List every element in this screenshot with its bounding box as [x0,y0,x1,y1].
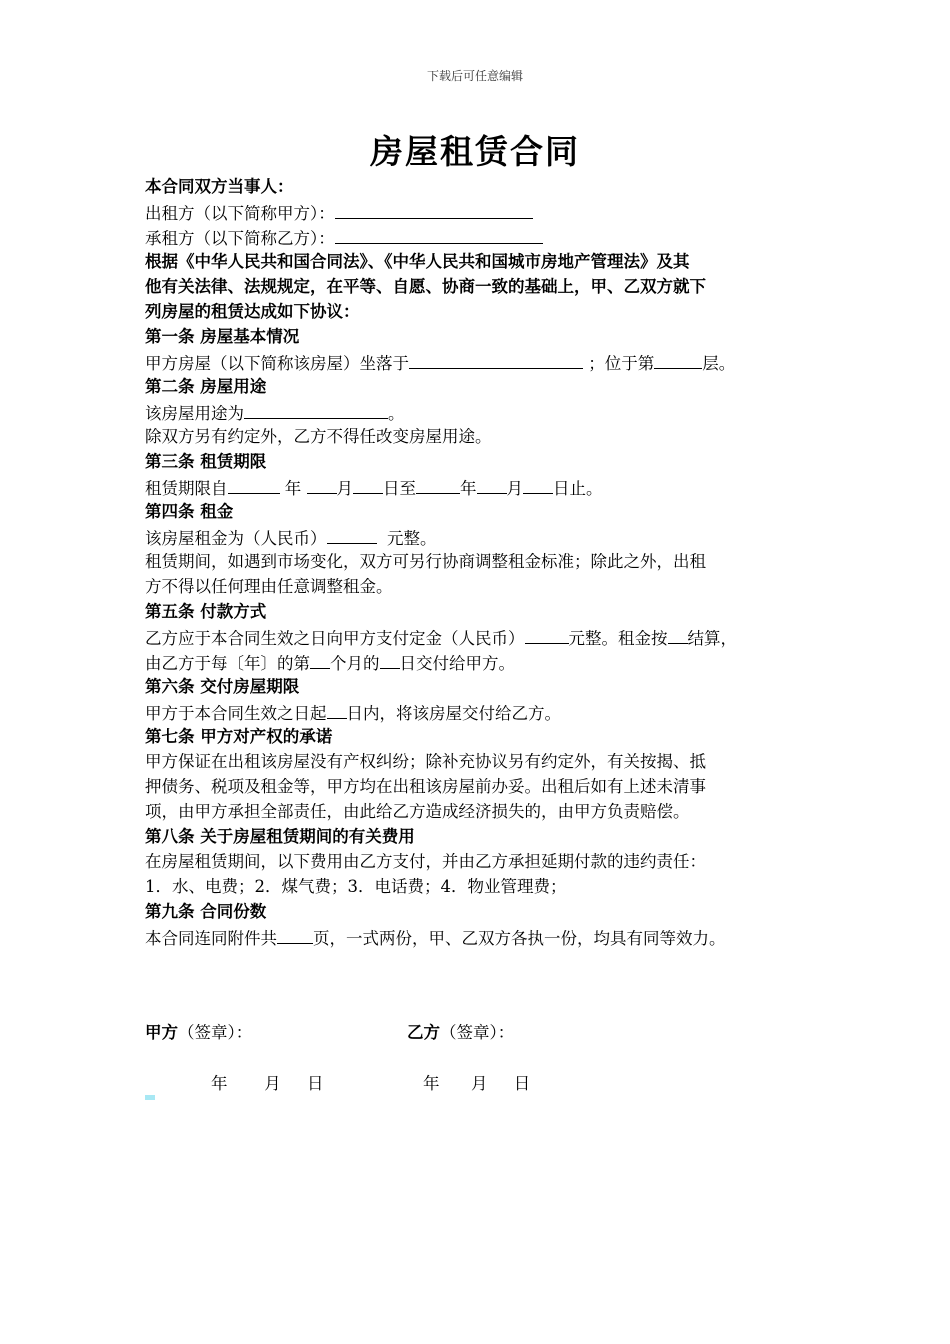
article-2-text-b: 。 [388,404,405,423]
date-row [145,1071,825,1096]
article-1-text-a: 甲方房屋（以下简称该房屋）坐落于 [145,354,409,373]
lessee-line [145,224,825,249]
deposit-label: 乙方应于本合同生效之日向甲方支付定金（人民币） [145,629,525,648]
article-4-text-3: 方不得以任何理由任意调整租金。 [145,577,393,596]
floor-blank[interactable] [654,349,702,369]
party-b-signature[interactable] [407,1020,514,1045]
lessor-label: 出租方（以下简称甲方）： [145,204,335,223]
cursor-marker [145,1095,155,1100]
lessor-blank[interactable] [335,199,533,219]
article-4-heading: 第四条 租金 [145,502,234,521]
article-9-heading: 第九条 合同份数 [145,902,267,921]
copies-label-a: 本合同连同附件共 [145,929,277,948]
payment-day-blank[interactable] [380,649,400,669]
party-a-signature[interactable] [145,1020,252,1045]
article-1-text-b: ；位于第 [588,354,655,373]
article-4-text-2: 租赁期间，如遇到市场变化，双方可另行协商调整租金标准；除此之外，出租 [145,552,706,571]
article-5-heading: 第五条 付款方式 [145,602,267,621]
usage-blank[interactable] [244,399,388,419]
article-8-text-1: 在房屋租赁期间，以下费用由乙方支付，并由乙方承担延期付款的违约责任： [145,852,706,871]
article-1-text-c: 层。 [702,354,736,373]
rent-blank[interactable] [327,524,377,544]
settle-label: 元整。租金按 [568,629,668,648]
article-6-text [145,699,825,724]
article-2-heading: 第二条 房屋用途 [145,377,267,396]
term-end-month-label: 月 [506,479,523,498]
page-title: 房屋租赁合同 [370,132,580,171]
signature-row [145,1020,825,1045]
term-end-day-label: 日止。 [553,479,603,498]
preamble-line-3: 列房屋的租赁达成如下协议： [145,302,360,321]
delivery-label-a: 甲方于本合同生效之日起 [145,704,327,723]
preamble-line-1: 根据《中华人民共和国合同法》、《中华人民共和国城市房地产管理法》及其 [145,252,690,271]
article-8-text-2: 1．水、电费；2．煤气费；3．电话费；4．物业管理费； [145,877,567,896]
lessee-label: 承租方（以下简称乙方）： [145,229,335,248]
lessor-line [145,199,825,224]
article-3-text [145,474,825,499]
article-3-heading: 第三条 租赁期限 [145,452,267,471]
article-1-text [145,349,825,374]
start-day-blank[interactable] [353,474,383,494]
party-a-date[interactable] [211,1071,323,1096]
end-month-blank[interactable] [477,474,507,494]
article-7-text-2: 押债务、税项及租金等，甲方均在出租该房屋前办妥。出租后如有上述未清事 [145,777,706,796]
settle-blank[interactable] [668,624,688,644]
article-4-text-1 [145,524,825,549]
payment-label-a: 由乙方于每〔年〕的第 [145,654,310,673]
article-2-text-1 [145,399,825,424]
article-2-text-a: 该房屋用途为 [145,404,244,423]
parties-heading: 本合同双方当事人： [145,177,294,196]
party-a-seal-label: （签章）： [178,1023,253,1042]
term-month-label: 月 [336,479,353,498]
deposit-blank[interactable] [525,624,569,644]
rent-unit: 元整。 [387,529,437,548]
party-a-month: 月 [264,1074,281,1093]
delivery-label-b: 日内，将该房屋交付给乙方。 [346,704,561,723]
article-9-text [145,924,825,949]
delivery-days-blank[interactable] [327,699,347,719]
term-year-label: 年 [284,479,302,498]
party-b-month: 月 [470,1074,488,1093]
term-from-label: 租赁期限自 [145,479,228,498]
copies-label-b: 页，一式两份，甲、乙双方各执一份，均具有同等效力。 [313,929,726,948]
article-8-heading: 第八条 关于房屋租赁期间的有关费用 [145,827,415,846]
party-a-label: 甲方 [145,1023,178,1042]
term-to-label: 日至 [383,479,416,498]
contract-body [145,174,825,949]
term-end-year-label: 年 [460,479,477,498]
header-note: 下载后可任意编辑 [426,69,523,83]
party-a-year: 年 [211,1074,228,1093]
article-6-heading: 第六条 交付房屋期限 [145,677,300,696]
party-b-seal-label: （签章）： [440,1023,515,1042]
signature-block [145,1020,825,1045]
payment-label-b: 个月的 [330,654,380,673]
location-blank[interactable] [409,349,583,369]
preamble-line-2: 他有关法律、法规规定，在平等、自愿、协商一致的基础上，甲、乙双方就下 [145,277,706,296]
party-b-day: 日 [513,1074,531,1093]
end-year-blank[interactable] [416,474,460,494]
lessee-blank[interactable] [335,224,543,244]
settle-suffix: 结算， [687,629,737,648]
party-b-label: 乙方 [407,1023,440,1042]
party-b-date[interactable] [423,1071,530,1096]
party-a-day: 日 [306,1074,324,1093]
article-7-text-1: 甲方保证在出租该房屋没有产权纠纷；除补充协议另有约定外，有关按揭、抵 [145,752,706,771]
start-year-blank[interactable] [228,474,280,494]
rent-label: 该房屋租金为（人民币） [145,529,327,548]
article-5-text-1 [145,624,825,649]
article-2-text-2: 除双方另有约定外，乙方不得任改变房屋用途。 [145,427,492,446]
start-month-blank[interactable] [307,474,337,494]
article-7-heading: 第七条 甲方对产权的承诺 [145,727,333,746]
payment-month-blank[interactable] [310,649,330,669]
pages-blank[interactable] [277,924,313,944]
article-5-text-2 [145,649,825,674]
article-7-text-3: 项，由甲方承担全部责任，由此给乙方造成经济损失的，由甲方负责赔偿。 [145,802,690,821]
article-1-heading: 第一条 房屋基本情况 [145,327,300,346]
payment-label-c: 日交付给甲方。 [399,654,515,673]
end-day-blank[interactable] [523,474,553,494]
party-b-year: 年 [423,1074,440,1093]
